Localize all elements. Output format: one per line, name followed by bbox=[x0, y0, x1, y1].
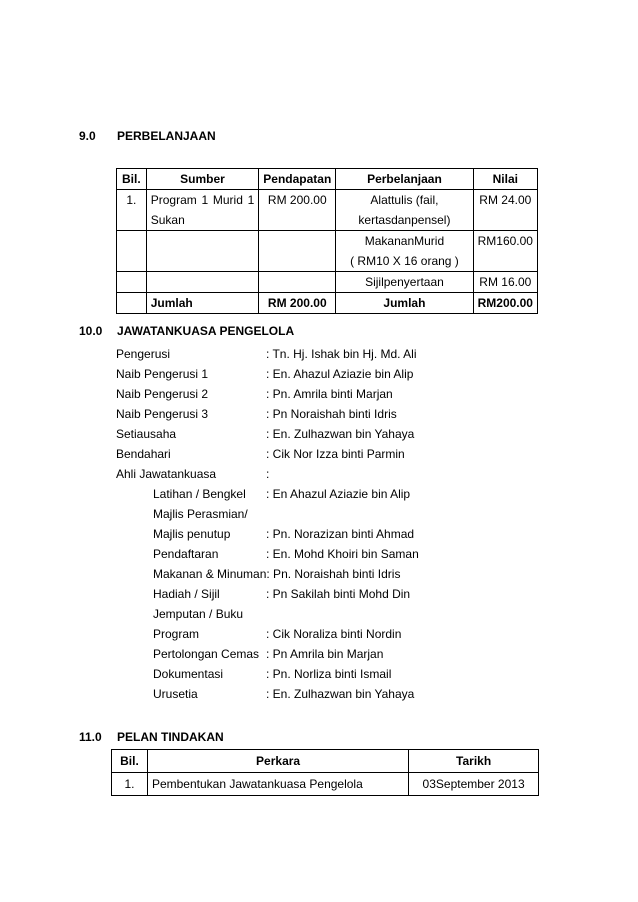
table-row bbox=[117, 190, 538, 231]
section-title: JAWATANKUASA PENGELOLA bbox=[117, 324, 295, 338]
total-pendapatan: RM 200.00 bbox=[259, 293, 336, 314]
table-row bbox=[112, 773, 539, 796]
header-sumber: Sumber bbox=[146, 169, 259, 190]
header-bil: Bil. bbox=[112, 750, 148, 773]
committee-role: Naib Pengerusi 3 bbox=[116, 407, 209, 421]
cell-perkara: Pembentukan Jawatankuasa Pengelola bbox=[147, 773, 408, 796]
table-row bbox=[117, 272, 538, 293]
committee-role: Ahli Jawatankuasa bbox=[116, 467, 217, 481]
cell-perbelanjaan: Sijilpenyertaan bbox=[336, 272, 473, 293]
committee-role: Setiausaha bbox=[116, 427, 177, 441]
table-total-row bbox=[117, 293, 538, 314]
cell-sumber bbox=[146, 231, 259, 272]
total-perbelanjaan-label: Jumlah bbox=[336, 293, 473, 314]
subcommittee-role: Jemputan / Buku bbox=[153, 607, 244, 621]
table-header-row bbox=[112, 750, 539, 773]
committee-member: : Cik Nor Izza binti Parmin bbox=[266, 447, 405, 461]
header-pendapatan: Pendapatan bbox=[259, 169, 336, 190]
committee-member: : En. Zulhazwan bin Yahaya bbox=[266, 427, 415, 441]
subcommittee-row bbox=[153, 564, 400, 584]
subcommittee-role: Pendaftaran bbox=[153, 547, 219, 561]
committee-role: Pengerusi bbox=[116, 347, 171, 361]
cell-sumber bbox=[146, 190, 259, 231]
subcommittee-role: Program bbox=[153, 627, 200, 641]
cell-bil bbox=[117, 293, 147, 314]
cell-bil bbox=[117, 272, 147, 293]
table-row bbox=[117, 231, 538, 272]
cell-sumber-line2: Sukan bbox=[150, 213, 185, 227]
subcommittee-role: Majlis penutup bbox=[153, 527, 231, 541]
cell-pendapatan: RM 200.00 bbox=[259, 190, 336, 231]
cell-perbelanjaan bbox=[336, 190, 473, 231]
subcommittee-role: Makanan & Minuman bbox=[153, 567, 267, 581]
cell-sumber bbox=[146, 272, 259, 293]
committee-member: : En. Ahazul Aziazie bin Alip bbox=[266, 367, 414, 381]
cell-bil: 1. bbox=[112, 773, 148, 796]
cell-pendapatan bbox=[259, 231, 336, 272]
header-perkara: Perkara bbox=[147, 750, 408, 773]
section-title: PERBELANJAAN bbox=[117, 129, 216, 143]
subcommittee-member: : Pn. Norliza binti Ismail bbox=[266, 667, 392, 681]
budget-table bbox=[116, 168, 538, 314]
subcommittee-role: Dokumentasi bbox=[153, 667, 224, 681]
subcommittee-role: Hadiah / Sijil bbox=[153, 587, 220, 601]
cell-perbelanjaan bbox=[336, 231, 473, 272]
subcommittee-member: : En Ahazul Aziazie bin Alip bbox=[266, 487, 411, 501]
subcommittee-role: Pertolongan Cemas bbox=[153, 647, 260, 661]
subcommittee-member: : Cik Noraliza binti Nordin bbox=[266, 627, 402, 641]
header-perbelanjaan: Perbelanjaan bbox=[336, 169, 473, 190]
committee-role: Bendahari bbox=[116, 447, 171, 461]
cell-bil bbox=[117, 231, 147, 272]
table-header-row bbox=[117, 169, 538, 190]
subcommittee-member: : En. Zulhazwan bin Yahaya bbox=[266, 687, 415, 701]
committee-member: : Tn. Hj. Ishak bin Hj. Md. Ali bbox=[266, 347, 417, 361]
total-nilai: RM200.00 bbox=[473, 293, 537, 314]
committee-member: : Pn Noraishah binti Idris bbox=[266, 407, 397, 421]
cell-tarikh: 03September 2013 bbox=[409, 773, 539, 796]
committee-member: : Pn. Amrila binti Marjan bbox=[266, 387, 393, 401]
section-title: PELAN TINDAKAN bbox=[117, 730, 224, 744]
subcommittee-role: Urusetia bbox=[153, 687, 198, 701]
section-10-heading bbox=[79, 324, 294, 338]
header-nilai: Nilai bbox=[473, 169, 537, 190]
cell-perbelanjaan-line2: kertasdanpensel) bbox=[358, 213, 451, 227]
cell-perbelanjaan-line1: Alattulis (fail, bbox=[370, 193, 439, 207]
cell-nilai: RM 16.00 bbox=[473, 272, 537, 293]
cell-pendapatan bbox=[259, 272, 336, 293]
cell-sumber-line1: Program 1 Murid 1 bbox=[150, 193, 255, 207]
committee-member: : bbox=[266, 467, 270, 481]
cell-perbelanjaan-line1: MakananMurid bbox=[364, 234, 445, 248]
section-number: 11.0 bbox=[79, 730, 102, 744]
section-11-heading bbox=[79, 730, 224, 744]
subcommittee-member: : Pn. Norazizan binti Ahmad bbox=[266, 527, 415, 541]
action-plan-table bbox=[111, 749, 539, 796]
subcommittee-member: : Pn. Noraishah binti Idris bbox=[266, 567, 401, 581]
subcommittee-member: : Pn Amrila bin Marjan bbox=[266, 647, 384, 661]
committee-role: Naib Pengerusi 1 bbox=[116, 367, 209, 381]
section-number: 10.0 bbox=[79, 324, 103, 338]
section-number: 9.0 bbox=[79, 129, 96, 143]
cell-perbelanjaan-line2: ( RM10 X 16 orang ) bbox=[350, 254, 459, 268]
committee-role: Naib Pengerusi 2 bbox=[116, 387, 209, 401]
section-9-heading bbox=[79, 129, 216, 143]
header-bil: Bil. bbox=[117, 169, 147, 190]
cell-nilai: RM 24.00 bbox=[473, 190, 537, 231]
header-tarikh: Tarikh bbox=[409, 750, 539, 773]
subcommittee-member: : En. Mohd Khoiri bin Saman bbox=[266, 547, 419, 561]
total-label: Jumlah bbox=[146, 293, 259, 314]
cell-nilai: RM160.00 bbox=[473, 231, 537, 272]
subcommittee-member: : Pn Sakilah binti Mohd Din bbox=[266, 587, 411, 601]
subcommittee-role: Latihan / Bengkel bbox=[153, 487, 246, 501]
subcommittee-role: Majlis Perasmian/ bbox=[153, 507, 248, 521]
cell-bil: 1. bbox=[117, 190, 147, 231]
